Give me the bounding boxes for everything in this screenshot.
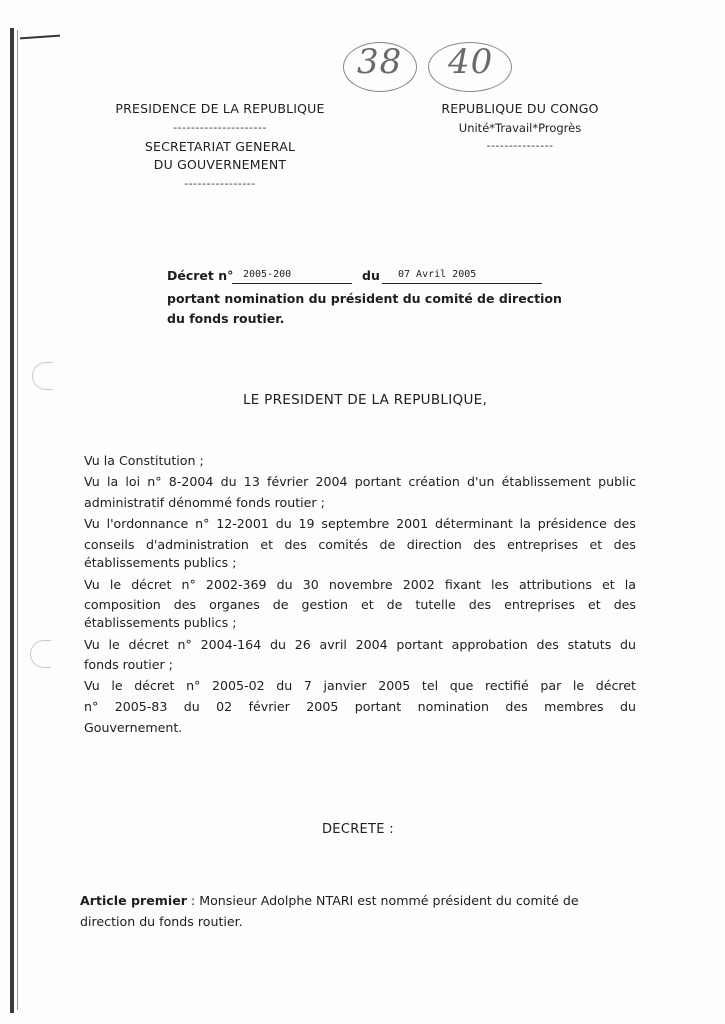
visa-line: conseils d'administration et des comités de direction des entreprises et des	[84, 537, 636, 552]
document-title: LE PRESIDENT DE LA REPUBLIQUE,	[242, 392, 488, 408]
handwritten-number: 40	[448, 42, 494, 82]
decree-subject-line: du fonds routier.	[167, 311, 285, 326]
visa-line: Gouvernement.	[84, 720, 183, 735]
decree-number: 2005-200	[243, 269, 292, 280]
visa-line: établissements publics ;	[84, 555, 237, 570]
visa-line: n° 2005-83 du 02 février 2005 portant nomination des membres du	[84, 699, 636, 714]
visa-line: Vu la loi n° 8-2004 du 13 février 2004 portant création d'un établissement public	[84, 474, 636, 489]
visa-line: administratif dénommé fonds routier ;	[84, 495, 325, 510]
header-secretariat: SECRETARIAT GENERAL	[144, 139, 296, 154]
handwritten-number: 38	[357, 42, 403, 82]
article-line	[80, 893, 579, 908]
decrete-heading: DECRETE :	[322, 822, 394, 837]
binding-edge	[10, 28, 14, 1013]
punch-hole	[30, 640, 51, 668]
article-label: Article premier	[80, 893, 187, 908]
header-separator: ---------------------	[173, 121, 267, 134]
header-separator: ---------------	[486, 139, 554, 152]
visa-line: établissements publics ;	[84, 615, 237, 630]
visa-line: Vu la Constitution ;	[84, 453, 204, 468]
decree-subject-line: portant nomination du président du comité de direction	[167, 291, 562, 306]
decree-du-label: du	[362, 268, 380, 283]
decree-number-underline	[232, 283, 352, 284]
visa-line: Vu le décret n° 2004-164 du 26 avril 2004 portant approbation des statuts du	[84, 637, 636, 652]
header-government: DU GOUVERNEMENT	[153, 157, 287, 172]
header-separator: ----------------	[184, 177, 256, 190]
visa-line: fonds routier ;	[84, 657, 173, 672]
decree-label: Décret n°	[167, 268, 234, 283]
binding-edge-line	[17, 30, 18, 1010]
article-text: : Monsieur Adolphe NTARI est nommé président du comité de	[186, 893, 579, 908]
header-republic: REPUBLIQUE DU CONGO	[441, 101, 599, 116]
visa-line: Vu le décret n° 2005-02 du 7 janvier 2005 tel que rectifié par le décret	[84, 678, 636, 693]
decree-date-underline	[382, 283, 542, 284]
article-line: direction du fonds routier.	[80, 914, 243, 929]
visa-line: Vu l'ordonnance n° 12-2001 du 19 septembre 2001 déterminant la présidence des	[84, 516, 636, 531]
visa-line: Vu le décret n° 2002-369 du 30 novembre 2002 fixant les attributions et la	[84, 577, 636, 592]
header-motto: Unité*Travail*Progrès	[458, 121, 582, 135]
pen-mark	[20, 35, 60, 40]
punch-hole	[32, 362, 53, 390]
visa-line: composition des organes de gestion et de tutelle des entreprises et des	[84, 597, 636, 612]
decree-date: 07 Avril 2005	[398, 269, 477, 280]
header-presidency: PRESIDENCE DE LA REPUBLIQUE	[115, 101, 325, 116]
